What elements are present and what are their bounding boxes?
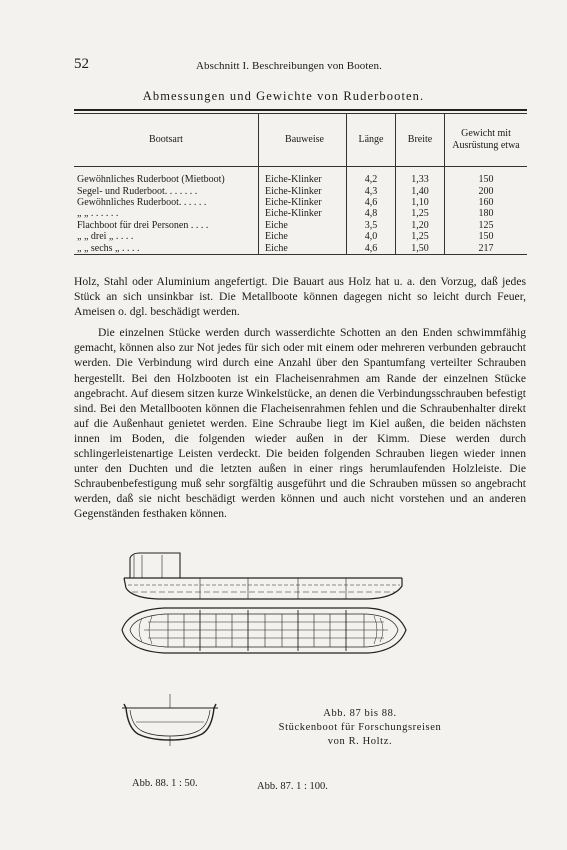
cell-bauweise: Eiche bbox=[259, 220, 347, 231]
cell-breite: 1,25 bbox=[396, 231, 445, 242]
table-body bbox=[74, 167, 527, 254]
cell-bauweise: Eiche-Klinker bbox=[259, 208, 347, 219]
caption-line-3: von R. Holtz. bbox=[327, 736, 393, 747]
cell-breite: 1,10 bbox=[396, 197, 445, 208]
cell-bauweise: Eiche-Klinker bbox=[259, 185, 347, 196]
cell-bootsart: Gewöhnliches Ruderboot (Mietboot) bbox=[74, 167, 259, 186]
table-row bbox=[74, 167, 527, 186]
dimensions-table bbox=[74, 109, 527, 255]
cell-laenge: 4,6 bbox=[347, 242, 396, 253]
section-title: Abschnitt I. Beschreibungen von Booten. bbox=[196, 60, 382, 72]
cell-breite: 1,50 bbox=[396, 242, 445, 253]
cell-gewicht: 180 bbox=[478, 208, 494, 220]
paragraph-2: Die einzelnen Stücke werden durch wasserdichte Schotten an den Enden schwimmfähig gemacht, können also zur Not jedes für sich oder mit einem oder mehreren verbunden gebraucht werden. Die Verbindung wird durch eine Anzahl über den Spantumfang verteilter Schrauben hergestellt. Bei den Holzbooten ist ein Flacheisenrahmen am Rande der einzelnen Stücke angebracht. Auf diesem sitzen kurze Winkelstücke, an denen die Verbindungsschrauben befestigt sind. Bei den Metallbooten können die Flacheisenrahmen fehlen und die Schraubenhalter direkt auf die Außenhaut genietet werden. Eine Schraube liegt im Kiel außen, die beiden nächsten innen im Boden, die folgenden wieder außen in der Kimm. Diese werden durch schlingerleistenartige Leisten verdeckt. Die beiden folgenden Schrauben liegen wieder innen unter den Duchten und die letzten außen in einer rings herumlaufenden Holzleiste. Die Schraubenbefestigung muß sehr sorgfältig ausgeführt und die Schrauben müssen so angebracht werden, daß sie nicht beschädigt werden können und auch nicht vorstehen und an anderen Gegenständen festhaken können. bbox=[74, 326, 526, 521]
cell-gewicht: 217 bbox=[478, 242, 494, 254]
cell-bootsart: „ „ sechs „ . . . . bbox=[74, 242, 259, 253]
cell-bauweise: Eiche-Klinker bbox=[259, 197, 347, 208]
col-header-laenge: Länge bbox=[347, 114, 396, 167]
table-row bbox=[74, 242, 527, 253]
cell-gewicht: 150 bbox=[478, 231, 494, 243]
boat-drawing-fig87 bbox=[118, 548, 408, 666]
col-header-gewicht: Gewicht mit Ausrüstung etwa bbox=[452, 128, 520, 151]
cell-bootsart: „ „ . . . . . . bbox=[74, 208, 259, 219]
cell-laenge: 4,6 bbox=[347, 197, 396, 208]
col-header-bauweise: Bauweise bbox=[259, 114, 347, 167]
body-text bbox=[74, 274, 526, 522]
table-row bbox=[74, 231, 527, 242]
cell-gewicht: 160 bbox=[478, 196, 494, 208]
cell-gewicht: 200 bbox=[478, 185, 494, 197]
paragraph-1: Holz, Stahl oder Aluminium angefertigt. Die Bauart aus Holz hat u. a. den Vorzug, daß jedes Stück an sich unsinkbar ist. Die Metallboote können dagegen nicht so leicht durch Feuer, Ameisen o. dgl. beschädigt werden. bbox=[74, 275, 526, 319]
cell-laenge: 4,2 bbox=[347, 167, 396, 186]
cell-bauweise: Eiche bbox=[259, 231, 347, 242]
boat-plan-view bbox=[122, 608, 406, 653]
cell-laenge: 4,0 bbox=[347, 231, 396, 242]
table-row bbox=[74, 197, 527, 208]
boat-cross-section-fig88 bbox=[120, 688, 220, 748]
cell-laenge: 4,3 bbox=[347, 185, 396, 196]
fig88-label: Abb. 88. 1 : 50. bbox=[132, 778, 198, 789]
table-row bbox=[74, 185, 527, 196]
cell-bootsart: „ „ drei „ . . . . bbox=[74, 231, 259, 242]
cell-gewicht: 150 bbox=[478, 174, 494, 186]
cell-bootsart: Flachboot für drei Personen . . . . bbox=[74, 220, 259, 231]
cell-breite: 1,20 bbox=[396, 220, 445, 231]
caption-line-2: Stückenboot für Forschungsreisen bbox=[278, 722, 442, 733]
fig87-label: Abb. 87. 1 : 100. bbox=[257, 781, 328, 792]
cell-laenge: 4,8 bbox=[347, 208, 396, 219]
cell-breite: 1,33 bbox=[396, 167, 445, 186]
table-row bbox=[74, 208, 527, 219]
cell-bauweise: Eiche bbox=[259, 242, 347, 253]
cell-bootsart: Segel- und Ruderboot. . . . . . . bbox=[74, 185, 259, 196]
cell-bootsart: Gewöhnliches Ruderboot. . . . . . bbox=[74, 197, 259, 208]
page-number: 52 bbox=[74, 56, 89, 72]
cell-laenge: 3,5 bbox=[347, 220, 396, 231]
figure-caption bbox=[260, 707, 460, 749]
table-title: Abmessungen und Gewichte von Ruderbooten. bbox=[142, 89, 425, 103]
cell-breite: 1,40 bbox=[396, 185, 445, 196]
boat-side-view bbox=[124, 553, 402, 599]
col-header-bootsart: Bootsart bbox=[74, 114, 259, 167]
cell-gewicht: 125 bbox=[478, 219, 494, 231]
cell-breite: 1,25 bbox=[396, 208, 445, 219]
running-head bbox=[74, 56, 507, 76]
cell-bauweise: Eiche-Klinker bbox=[259, 167, 347, 186]
table-top-rule bbox=[74, 109, 527, 111]
caption-line-1: Abb. 87 bis 88. bbox=[323, 708, 397, 719]
table-bottom-rule bbox=[74, 254, 527, 255]
table-row bbox=[74, 220, 527, 231]
col-header-breite: Breite bbox=[396, 114, 445, 167]
